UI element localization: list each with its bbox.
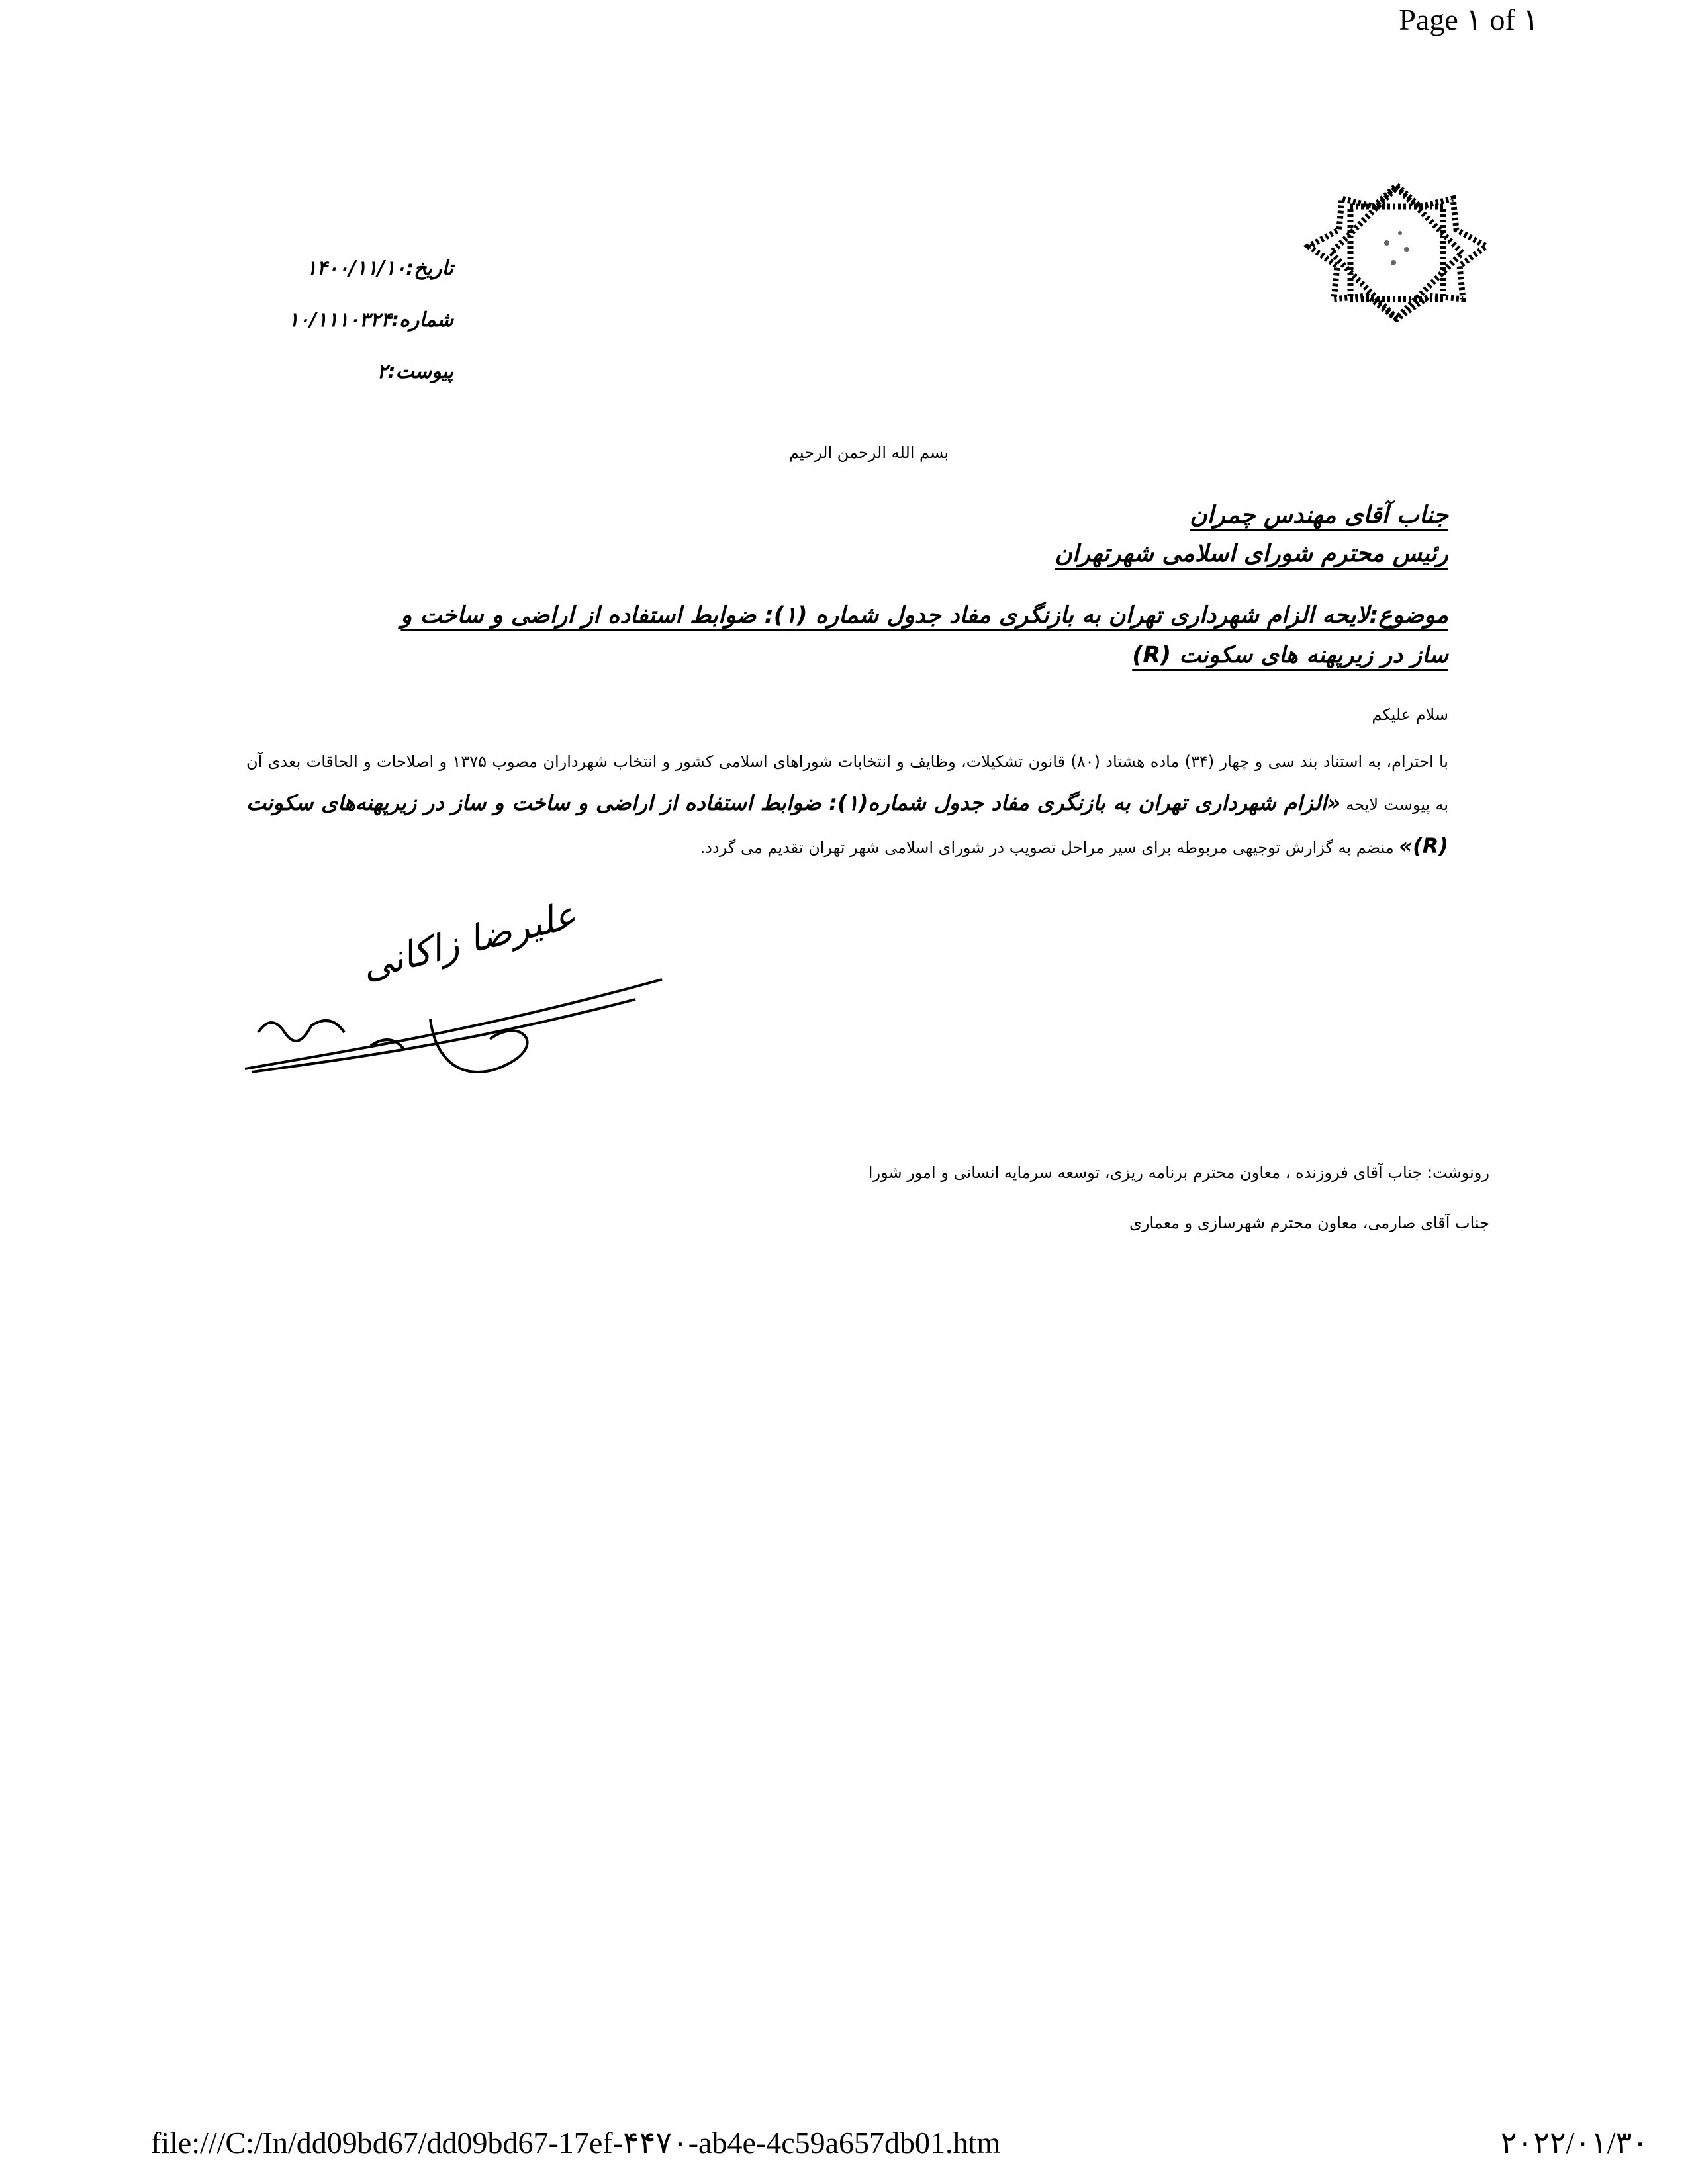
signature-name: علیرضا زاکانی [357, 893, 581, 989]
letter-number: شماره:۱۰/۱۱۱۰۳۲۴ [288, 308, 453, 332]
bismillah: بسم الله الرحمن الرحیم [788, 443, 949, 462]
addressee-title: رئیس محترم شورای اسلامی شهرتهران [1055, 540, 1448, 567]
greeting: سلام علیکم [1372, 705, 1448, 724]
subject-line: موضوع:لایحه الزام شهرداری تهران به بازنگری مفاد جدول شماره (۱): ضوابط استفاده از اراضی و ساخت و ساز در زیرپهنه های سکونت (R) [400, 602, 1448, 668]
cc-line-1: رونوشت: جناب آقای فروزنده ، معاون محترم برنامه ریزی، توسعه سرمایه انسانی و امور شورا [868, 1163, 1489, 1182]
page-number: Page ١ of ١ [1399, 3, 1539, 36]
footer-date: ۲۰۲۲/۰۱/۳۰ [1500, 2126, 1648, 2160]
body-text-1: با احترام، به استناد بند سی و چهار (۳۴) ماده هشتاد (۸۰) قانون تشکیلات، وظایف و انتخابات شوراهای اسلامی کشور و انتخاب شهرداران مصوب ۱۳۷۵ و اصلاحات و الحاقات بعدی آن به پیوست لایحه [246, 752, 1449, 814]
cc-line-2: جناب آقای صارمی، معاون محترم شهرسازی و معماری [1129, 1214, 1489, 1232]
letter-attachment: پیوست:۲ [377, 360, 453, 383]
letter-date: تاریخ:۱۴۰۰/۱۱/۱۰ [306, 257, 453, 280]
letter-body [246, 741, 1448, 868]
signature [238, 893, 669, 1092]
addressee-name: جناب آقای مهندس چمران [1190, 502, 1448, 529]
municipality-logo [1301, 180, 1493, 322]
body-text-2: منضم به گزارش توجیهی مربوطه برای سیر مراحل تصویب در شورای اسلامی شهر تهران تقدیم می گردد. [700, 839, 1399, 857]
footer-file-path: file:///C:/In/dd09bd67/dd09bd67-17ef-۴۴۷۰-ab4e-4c59a657db01.htm [151, 2126, 1001, 2160]
body-bill-title: «الزام شهرداری تهران به بازنگری مفاد جدول شماره(۱): ضوابط استفاده از اراضی و ساخت و ساز در زیرپهنه‌های سکونت (R)» [246, 790, 1448, 858]
